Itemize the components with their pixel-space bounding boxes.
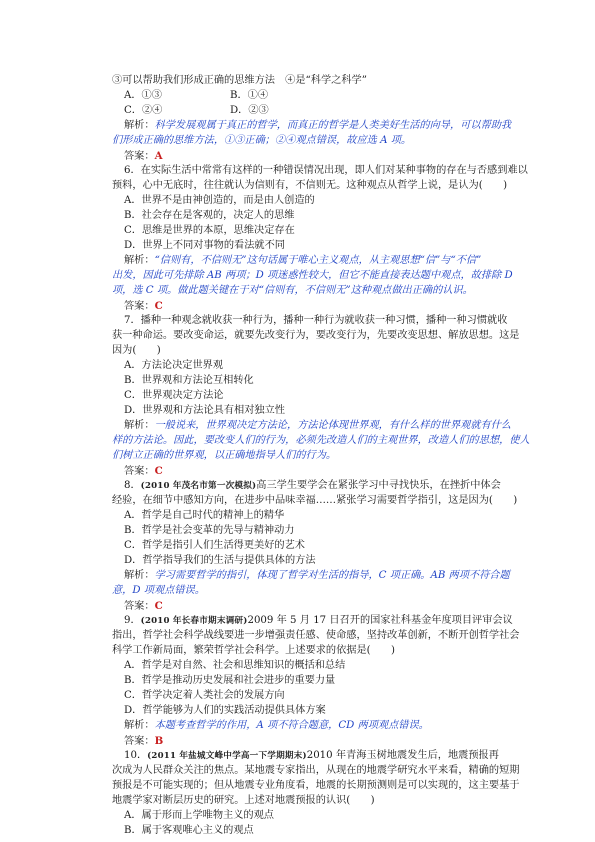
option-a: A．哲学是对自然、社会和思维知识的概括和总结: [124, 660, 346, 671]
question-text: 2009 年 5 月 17 日召开的国家社科基金年度项目评审会议: [247, 615, 513, 626]
option-b: B．社会存在是客观的，决定人的思维: [124, 210, 295, 221]
analysis-line: [124, 254, 481, 268]
answer-label: 答案：: [124, 466, 155, 477]
analysis-label: 解析：: [124, 120, 155, 131]
answer-line: [124, 149, 162, 164]
option-c: C．世界观决定方法论: [124, 390, 224, 401]
answer-value: C: [154, 600, 163, 612]
question-stem: 因为( ): [112, 345, 161, 356]
question-stem: 预报是不可能实现的；但从地震专业角度看，地震的长期预测则是可以实现的，这主要基于: [112, 780, 520, 791]
question-stem: 获一种命运。要改变命运，就要先改变行为，要改变行为，先要改变思想、解放思想。这是: [112, 330, 520, 341]
question-stem: [124, 749, 499, 763]
question-source: (2010 年茂名市第一次模拟): [140, 481, 257, 491]
option-d: D．②③: [230, 105, 269, 116]
question-number: 8．: [124, 480, 141, 491]
analysis-line: [124, 119, 511, 133]
option-a: A．世界不是由神创造的，而是由人创造的: [124, 195, 315, 206]
analysis-line: [124, 569, 510, 583]
option-b: B．①④: [230, 90, 269, 101]
answer-value: B: [154, 735, 164, 747]
question-number: 9．: [124, 615, 141, 626]
option-c: C．②④: [124, 105, 163, 116]
option-a: A．属于形而上学唯物主义的观点: [124, 810, 274, 821]
answer-value: A: [154, 150, 163, 162]
analysis-text: 科学发展观属于真正的哲学，而真正的哲学是人类美好生活的向导，可以帮助我: [154, 120, 512, 131]
option-d: D．哲学能够为人们的实践活动提供具体方案: [124, 705, 326, 716]
analysis-line: [124, 419, 511, 433]
option-b: B．哲学是社会变革的先导与精神动力: [124, 525, 295, 536]
answer-label: 答案：: [124, 151, 155, 162]
analysis-line: 意，D 项观点错误。: [112, 585, 205, 596]
question-text: 2010 年青海玉树地震发生后，地震预报再: [306, 750, 499, 761]
analysis-text: 本题考查哲学的作用，A 项不符合题意，CD 两项观点错误。: [154, 720, 429, 731]
analysis-label: 解析：: [124, 420, 155, 431]
question-stem: [124, 614, 513, 628]
option-line: ③可以帮助我们形成正确的思维方法 ④是“科学之科学”: [112, 75, 367, 86]
question-stem: 指出，哲学社会科学战线要进一步增强责任感、使命感，坚持改革创新，不断开创哲学社会: [112, 630, 520, 641]
question-stem: [124, 479, 501, 493]
option-b: B．属于客观唯心主义的观点: [124, 825, 254, 836]
answer-label: 答案：: [124, 601, 155, 612]
option-c: C．哲学是指引人们生活得更美好的艺术: [124, 540, 305, 551]
analysis-line: 项，选 C 项。做此题关键在于对“信则有，不信则无”这种观点做出正确的认识。: [112, 285, 473, 296]
option-c: C．思维是世界的本原，思维决定存在: [124, 225, 295, 236]
analysis-text: 学习需要哲学的指引，体现了哲学对生活的指导，C 项正确。AB 两项不符合题: [154, 570, 510, 581]
analysis-line: 们形成正确的思维方法，①③正确；②④观点错误，故应选 A 项。: [112, 135, 412, 146]
answer-value: C: [154, 300, 163, 312]
answer-label: 答案：: [124, 301, 155, 312]
option-c: C．哲学决定着人类社会的发展方向: [124, 690, 285, 701]
option-a: A．方法论决定世界观: [124, 360, 224, 371]
option-b: B．世界观和方法论互相转化: [124, 375, 254, 386]
question-stem: 地震学家对断层历史的研究。上述对地震预报的认识( ): [112, 795, 375, 806]
answer-line: [124, 599, 163, 614]
option-d: D．世界观和方法论具有相对独立性: [124, 405, 285, 416]
analysis-line: 们树立正确的世界观，以正确地指导人们的行为。: [112, 450, 337, 461]
option-b: B．哲学是推动历史发展和社会进步的重要力量: [124, 675, 336, 686]
question-text: 高三学生要学会在紧张学习中寻找快乐，在挫折中体会: [256, 480, 501, 491]
analysis-text: 一般说来，世界观决定方法论，方法论体现世界观，有什么样的世界观就有什么: [154, 420, 512, 431]
option-a: A．①③: [124, 90, 162, 101]
question-source: (2011 年盐城文峰中学高一下学期期末): [147, 751, 307, 761]
analysis-line: [124, 719, 429, 733]
answer-line: [124, 464, 163, 479]
question-stem: 预料，心中无底时，往往就认为信则有，不信则无。这种观点从哲学上说，是认为( ): [112, 180, 508, 191]
answer-line: [124, 299, 163, 314]
analysis-label: 解析：: [124, 570, 155, 581]
question-stem: 经验，在细节中感知方向，在进步中品味幸福……紧张学习需要哲学指引，这是因为( ): [112, 495, 518, 506]
question-stem: 7．播种一种观念就收获一种行为，播种一种行为就收获一种习惯，播种一种习惯就收: [124, 315, 508, 326]
question-source: (2010 年长春市期末调研): [140, 616, 248, 626]
question-stem: 次成为人民群众关注的焦点。某地震专家指出，从现在的地震学研究水平来看，精确的短期: [112, 765, 520, 776]
option-d: D．世界上不同对事物的看法就不同: [124, 240, 285, 251]
answer-line: [124, 734, 163, 749]
analysis-line: 出发，因此可先排除 AB 两项；D 项迷惑性较大，但它不能直接表达题中观点，故排除 D: [112, 270, 513, 281]
answer-value: C: [154, 465, 163, 477]
analysis-label: 解析：: [124, 720, 155, 731]
question-number: 10．: [124, 750, 148, 761]
analysis-text: “信则有，不信则无”这句话属于唯心主义观点，从主观思想“信”与“不信”: [154, 255, 482, 266]
analysis-label: 解析：: [124, 255, 155, 266]
analysis-line: 样的方法论。因此，要改变人们的行为，必须先改造人们的主观世界，改造人们的思想，使人: [112, 435, 530, 446]
question-stem: 科学工作新局面，繁荣哲学社会科学。上述要求的依据是( ): [112, 645, 396, 656]
question-stem: 6．在实际生活中常常有这样的一种错误情况出现，即人们对某种事物的存在与否感到难以: [124, 165, 528, 176]
answer-label: 答案：: [124, 736, 155, 747]
option-d: D．哲学指导我们的生活与提供具体的方法: [124, 555, 316, 566]
option-a: A．哲学是自己时代的精神上的精华: [124, 510, 285, 521]
